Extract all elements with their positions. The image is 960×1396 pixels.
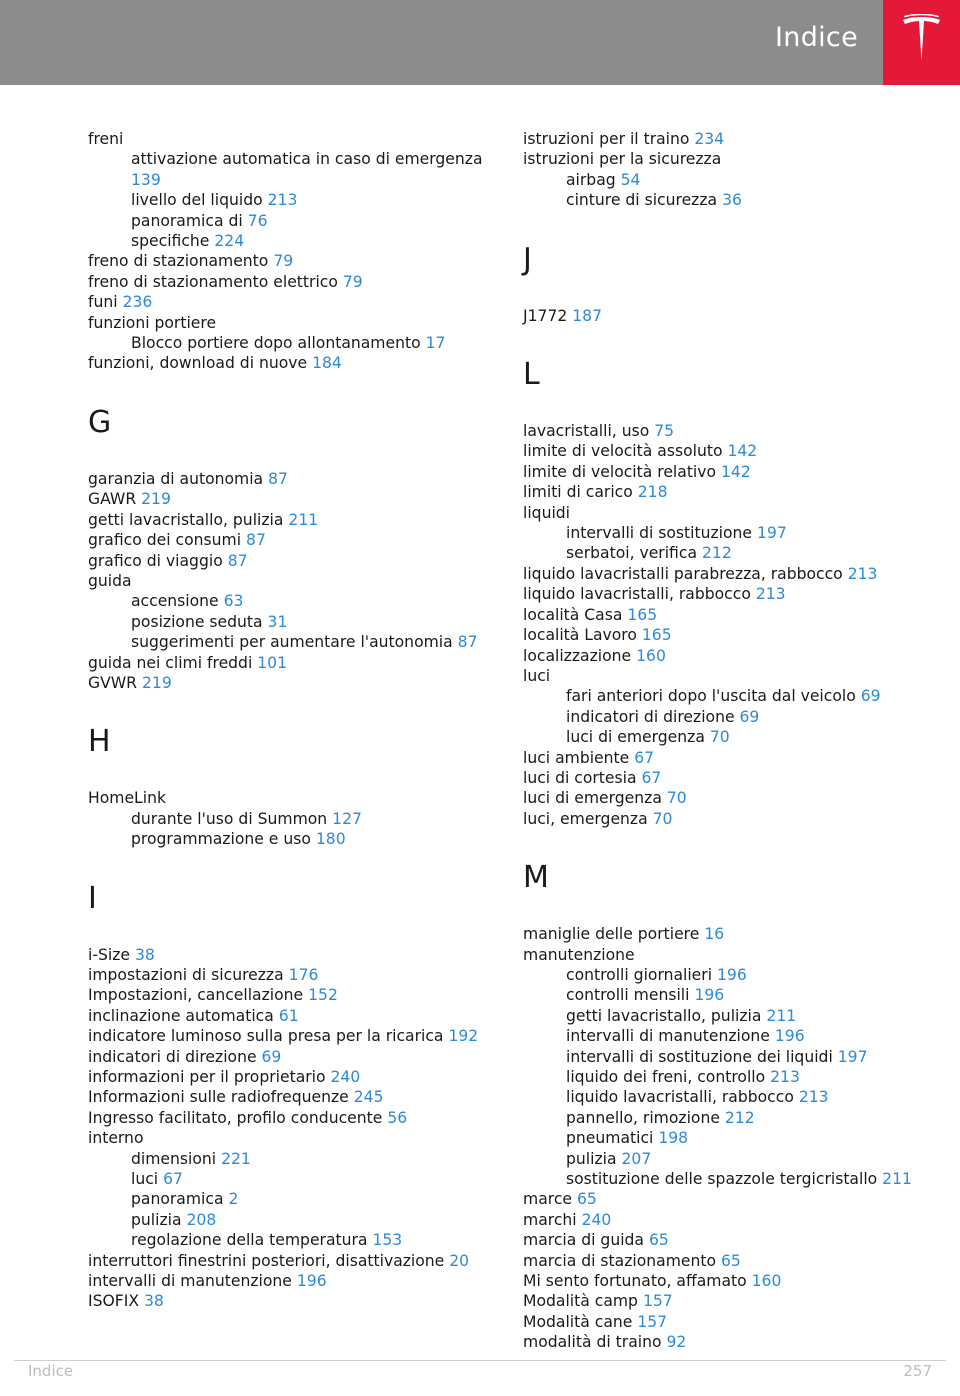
index-entry	[88, 1128, 483, 1148]
page-link[interactable]: 38	[144, 1292, 164, 1311]
index-entry	[523, 605, 923, 625]
index-term: dimensioni	[131, 1149, 217, 1168]
index-term: Ingresso facilitato, profilo conducente	[88, 1108, 383, 1127]
page-link[interactable]: 142	[721, 462, 751, 481]
index-term: intervalli di sostituzione dei liquidi	[566, 1047, 833, 1066]
page-link[interactable]: 56	[387, 1108, 408, 1127]
index-subentry	[523, 686, 923, 706]
page-link[interactable]: 240	[581, 1210, 612, 1229]
page-link[interactable]: 87	[227, 551, 248, 570]
index-subentry	[88, 211, 483, 231]
index-entry	[88, 1108, 483, 1128]
index-subentry	[88, 149, 483, 190]
index-entry	[88, 292, 483, 312]
index-term: maniglie delle portiere	[523, 925, 700, 944]
page-link[interactable]: 207	[621, 1149, 652, 1168]
page-link[interactable]: 212	[701, 544, 732, 563]
index-entry	[88, 985, 483, 1005]
page-link[interactable]: 2	[228, 1190, 239, 1209]
section-letter-heading: M	[523, 860, 549, 896]
index-term: limite di velocità relativo	[523, 462, 717, 481]
index-term: lavacristalli, uso	[523, 422, 650, 441]
index-entry	[88, 469, 483, 489]
index-term: Impostazioni, cancellazione	[88, 986, 304, 1005]
tesla-logo-icon	[900, 14, 943, 66]
section-letter-heading: L	[523, 357, 540, 393]
index-entry	[88, 788, 483, 808]
page-link[interactable]: 213	[770, 1068, 800, 1086]
index-entry	[88, 489, 483, 509]
index-entry	[88, 673, 483, 693]
index-term: GAWR	[88, 490, 137, 509]
index-term: guida	[88, 571, 132, 590]
index-term: località Casa	[523, 605, 623, 624]
index-subentry	[523, 965, 923, 985]
page-link[interactable]: 36	[722, 191, 742, 210]
index-term: limiti di carico	[523, 483, 633, 502]
index-term: indicatori di direzione	[566, 707, 735, 726]
index-term: indicatore luminoso sulla presa per la ricarica	[88, 1027, 444, 1046]
index-term: suggerimenti per aumentare l'autonomia	[131, 633, 453, 652]
page-link[interactable]: 160	[751, 1272, 782, 1291]
page-link[interactable]: 213	[267, 191, 298, 210]
page-link[interactable]: 87	[268, 469, 288, 488]
index-term: Mi sento fortunato, affamato	[523, 1272, 747, 1291]
index-term: Blocco portiere dopo allontanamento	[131, 334, 421, 353]
page-link[interactable]: 79	[273, 252, 294, 271]
page-link[interactable]: 187	[572, 306, 603, 325]
index-entry	[523, 945, 923, 965]
index-entry	[523, 441, 923, 461]
index-term: impostazioni di sicurezza	[88, 965, 284, 984]
index-subentry	[523, 1087, 923, 1107]
page-link[interactable]: 69	[739, 707, 760, 726]
index-term: pannello, rimozione	[566, 1108, 720, 1127]
index-subentry	[523, 707, 923, 727]
index-term: pulizia	[566, 1149, 617, 1168]
index-entry	[523, 625, 923, 645]
index-entry	[88, 313, 483, 333]
index-subentry	[88, 1149, 483, 1169]
index-entry	[523, 646, 923, 666]
page-link[interactable]: 197	[837, 1047, 868, 1066]
index-subentry	[523, 727, 923, 747]
page-link[interactable]: 213	[755, 585, 786, 604]
index-term: liquido lavacristalli, rabbocco	[566, 1088, 794, 1107]
index-term: luci di emergenza	[523, 789, 662, 808]
page-link[interactable]: 224	[214, 232, 245, 251]
page-link[interactable]: 160	[636, 646, 666, 665]
index-entry	[523, 564, 923, 584]
footer-divider	[14, 1360, 946, 1361]
index-subentry	[523, 1047, 923, 1067]
index-subentry	[88, 190, 483, 210]
index-term: manutenzione	[523, 945, 635, 964]
index-term: fari anteriori dopo l'uscita dal veicolo	[566, 687, 856, 706]
index-entry	[523, 666, 923, 686]
page-link[interactable]: 67	[163, 1170, 183, 1189]
index-term: liquido lavacristalli parabrezza, rabbocco	[523, 564, 843, 583]
page-link[interactable]: 236	[122, 293, 153, 312]
index-term: modalità di traino	[523, 1333, 662, 1352]
index-term: interno	[88, 1129, 144, 1148]
index-term: programmazione e uso	[131, 830, 311, 849]
index-subentry	[88, 333, 483, 353]
index-subentry	[523, 1128, 923, 1148]
page-link[interactable]: 38	[134, 945, 155, 964]
page-link[interactable]: 69	[860, 687, 881, 706]
page-link[interactable]: 87	[246, 531, 266, 550]
index-subentry	[88, 829, 483, 849]
page-link[interactable]: 213	[847, 564, 878, 583]
index-entry	[88, 1067, 483, 1087]
page-link[interactable]: 221	[221, 1149, 251, 1168]
index-term: controlli mensili	[566, 986, 690, 1005]
index-entry	[523, 1230, 923, 1250]
index-entry	[88, 1006, 483, 1026]
page-link[interactable]: 240	[330, 1068, 361, 1086]
index-term: marcia di guida	[523, 1231, 644, 1250]
index-entry	[88, 1026, 483, 1046]
index-term: ISOFIX	[88, 1292, 140, 1311]
index-entry	[523, 421, 923, 441]
index-entry	[523, 1271, 923, 1291]
index-term: posizione seduta	[131, 612, 263, 631]
page-link[interactable]: 65	[648, 1231, 669, 1250]
page-link[interactable]: 65	[576, 1190, 597, 1209]
index-term: attivazione automatica in caso di emergenza	[131, 150, 483, 169]
page-link[interactable]: 101	[257, 653, 288, 672]
index-subentry	[523, 543, 923, 563]
index-subentry	[523, 170, 923, 190]
brand-logo	[883, 0, 960, 85]
index-entry	[88, 1271, 483, 1291]
page-link[interactable]: 87	[457, 633, 478, 652]
page-link[interactable]: 139	[131, 170, 161, 189]
page-link[interactable]: 17	[425, 334, 446, 353]
page-link[interactable]: 211	[882, 1170, 912, 1189]
index-term: freno di stazionamento	[88, 252, 269, 271]
index-entry	[523, 149, 923, 169]
index-subentry	[88, 1210, 483, 1230]
index-term: freni	[88, 130, 124, 148]
index-entry	[88, 272, 483, 292]
index-term: freno di stazionamento elettrico	[88, 272, 338, 291]
index-term: luci, emergenza	[523, 809, 648, 828]
index-entry	[88, 353, 483, 373]
page-link[interactable]: 212	[724, 1108, 755, 1127]
page-link[interactable]: 176	[288, 965, 319, 984]
index-entry	[523, 1189, 923, 1209]
page-link[interactable]: 92	[666, 1333, 687, 1352]
index-subentry	[523, 1006, 923, 1026]
index-column-right	[523, 129, 923, 1353]
index-entry	[88, 1047, 483, 1067]
index-term: grafico dei consumi	[88, 531, 242, 550]
index-term: indicatori di direzione	[88, 1047, 257, 1066]
index-term: istruzioni per il traino	[523, 130, 690, 148]
index-entry	[523, 788, 923, 808]
index-entry	[523, 503, 923, 523]
index-term: interruttori finestrini posteriori, disattivazione	[88, 1251, 445, 1270]
page-link[interactable]: 184	[312, 354, 342, 373]
index-entry	[523, 1291, 923, 1311]
index-term: panoramica di	[131, 211, 243, 230]
page-link[interactable]: 234	[694, 130, 725, 148]
index-term: liquido dei freni, controllo	[566, 1068, 766, 1086]
page-link[interactable]: 213	[798, 1088, 829, 1107]
page-link[interactable]: 219	[141, 490, 171, 509]
page-link[interactable]: 152	[308, 986, 338, 1005]
page-link[interactable]: 180	[315, 830, 346, 849]
index-term: serbatoi, verifica	[566, 544, 698, 563]
index-entry	[88, 945, 483, 965]
section-letter-heading: J	[523, 241, 532, 277]
index-term: grafico di viaggio	[88, 551, 223, 570]
index-term: GVWR	[88, 673, 138, 692]
index-entry	[88, 1291, 483, 1311]
index-term: luci di emergenza	[566, 728, 705, 747]
index-term: Modalità cane	[523, 1312, 633, 1331]
index-term: sostituzione delle spazzole tergicristallo	[566, 1170, 878, 1189]
index-term: funzioni, download di nuove	[88, 354, 308, 373]
index-entry	[523, 482, 923, 502]
page-link[interactable]: 61	[278, 1006, 299, 1025]
index-term: intervalli di manutenzione	[566, 1027, 770, 1046]
index-subentry	[88, 1169, 483, 1189]
page-title: Indice	[775, 22, 858, 53]
index-term: J1772	[523, 306, 568, 325]
index-entry	[88, 1087, 483, 1107]
footer-section-label: Indice	[28, 1362, 74, 1380]
index-subentry	[88, 1189, 483, 1209]
index-entry	[523, 1210, 923, 1230]
index-entry	[88, 530, 483, 550]
page-link[interactable]: 67	[641, 768, 662, 787]
index-entry	[523, 462, 923, 482]
page-link[interactable]: 196	[717, 965, 747, 984]
index-entry	[88, 251, 483, 271]
index-entry	[523, 1332, 923, 1352]
index-term: HomeLink	[88, 789, 166, 808]
index-subentry	[523, 985, 923, 1005]
index-term: cinture di sicurezza	[566, 191, 718, 210]
page-link[interactable]: 196	[296, 1272, 327, 1291]
index-term: intervalli di sostituzione	[566, 524, 753, 543]
page-link[interactable]: 208	[186, 1210, 217, 1229]
index-term: Informazioni sulle radiofrequenze	[88, 1088, 349, 1107]
index-term: guida nei climi freddi	[88, 653, 253, 672]
section-letter-heading: G	[88, 404, 112, 440]
page-link[interactable]: 70	[709, 728, 730, 747]
index-term: località Lavoro	[523, 626, 637, 645]
page-link[interactable]: 245	[353, 1088, 384, 1107]
index-subentry	[523, 1026, 923, 1046]
index-term: luci	[131, 1170, 159, 1189]
page-link[interactable]: 69	[261, 1047, 282, 1066]
page-link[interactable]: 16	[704, 925, 725, 944]
index-subentry	[88, 632, 483, 652]
index-term: luci	[523, 666, 551, 685]
index-term: getti lavacristallo, pulizia	[566, 1006, 762, 1025]
index-entry	[88, 653, 483, 673]
index-term: getti lavacristallo, pulizia	[88, 510, 284, 529]
index-entry	[523, 1312, 923, 1332]
index-subentry	[88, 809, 483, 829]
page-link[interactable]: 197	[757, 524, 787, 543]
index-subentry	[523, 1108, 923, 1128]
index-entry	[523, 768, 923, 788]
page-link[interactable]: 157	[637, 1312, 668, 1331]
page-link[interactable]: 79	[342, 272, 363, 291]
index-term: funi	[88, 293, 118, 312]
page-link[interactable]: 192	[448, 1027, 479, 1046]
page-link[interactable]: 70	[666, 789, 687, 808]
page-link[interactable]: 165	[627, 605, 658, 624]
index-entry	[523, 129, 923, 149]
index-term: luci di cortesia	[523, 768, 637, 787]
page-link[interactable]: 76	[247, 211, 268, 230]
index-entry	[523, 924, 923, 944]
index-term: pneumatici	[566, 1129, 654, 1148]
page-link[interactable]: 31	[267, 612, 288, 631]
page-link[interactable]: 127	[332, 809, 362, 828]
index-subentry	[88, 591, 483, 611]
index-term: regolazione della temperatura	[131, 1231, 368, 1250]
index-term: garanzia di autonomia	[88, 469, 264, 488]
index-term: funzioni portiere	[88, 313, 217, 332]
page-link[interactable]: 196	[694, 986, 725, 1005]
index-entry	[523, 748, 923, 768]
index-entry	[88, 571, 483, 591]
index-term: localizzazione	[523, 646, 632, 665]
index-entry	[88, 129, 483, 149]
index-entry	[88, 1251, 483, 1271]
index-entry	[523, 1251, 923, 1271]
page-link[interactable]: 54	[620, 170, 641, 189]
page-link[interactable]: 198	[658, 1129, 689, 1148]
index-subentry	[523, 190, 923, 210]
index-column-left	[88, 129, 483, 1312]
index-subentry	[88, 231, 483, 251]
page-link[interactable]: 196	[774, 1027, 805, 1046]
index-term: durante l'uso di Summon	[131, 809, 328, 828]
page-link[interactable]: 211	[766, 1006, 797, 1025]
index-subentry	[523, 523, 923, 543]
index-term: inclinazione automatica	[88, 1006, 274, 1025]
index-term: marchi	[523, 1210, 577, 1229]
page-link[interactable]: 70	[652, 809, 673, 828]
page-link[interactable]: 218	[637, 483, 668, 502]
index-term: informazioni per il proprietario	[88, 1068, 326, 1086]
index-entry	[523, 306, 923, 326]
index-term: panoramica	[131, 1190, 224, 1209]
footer-page-number: 257	[903, 1362, 932, 1380]
index-subentry	[523, 1169, 923, 1189]
page-link[interactable]: 153	[372, 1231, 403, 1250]
index-entry	[88, 551, 483, 571]
page-link[interactable]: 142	[727, 442, 758, 461]
index-entry	[523, 584, 923, 604]
section-letter-heading: H	[88, 724, 111, 760]
page-link[interactable]: 219	[141, 673, 172, 692]
index-subentry	[88, 612, 483, 632]
index-term: pulizia	[131, 1210, 182, 1229]
index-entry	[523, 809, 923, 829]
page-link[interactable]: 65	[721, 1251, 741, 1270]
index-entry	[88, 965, 483, 985]
index-term: liquido lavacristalli, rabbocco	[523, 585, 751, 604]
page-link[interactable]: 211	[288, 510, 319, 529]
index-term: marcia di stazionamento	[523, 1251, 717, 1270]
page-link[interactable]: 20	[449, 1251, 470, 1270]
index-term: marce	[523, 1190, 572, 1209]
index-subentry	[523, 1149, 923, 1169]
index-term: intervalli di manutenzione	[88, 1272, 292, 1291]
index-subentry	[523, 1067, 923, 1087]
page-link[interactable]: 63	[223, 592, 244, 611]
index-term: limite di velocità assoluto	[523, 442, 723, 461]
page-link[interactable]: 165	[641, 626, 672, 645]
index-term: livello del liquido	[131, 191, 263, 210]
index-term: luci ambiente	[523, 748, 630, 767]
index-term: specifiche	[131, 232, 210, 251]
index-subentry	[88, 1230, 483, 1250]
section-letter-heading: I	[88, 880, 97, 916]
index-term: liquidi	[523, 503, 571, 522]
page-link[interactable]: 75	[654, 422, 675, 441]
page-link[interactable]: 67	[634, 748, 655, 767]
page-link[interactable]: 157	[642, 1292, 673, 1311]
index-term: controlli giornalieri	[566, 965, 713, 984]
index-term: i-Size	[88, 945, 130, 964]
index-term: istruzioni per la sicurezza	[523, 150, 722, 169]
index-entry	[88, 510, 483, 530]
index-term: accensione	[131, 592, 219, 611]
index-term: Modalità camp	[523, 1292, 638, 1311]
index-term: airbag	[566, 170, 616, 189]
